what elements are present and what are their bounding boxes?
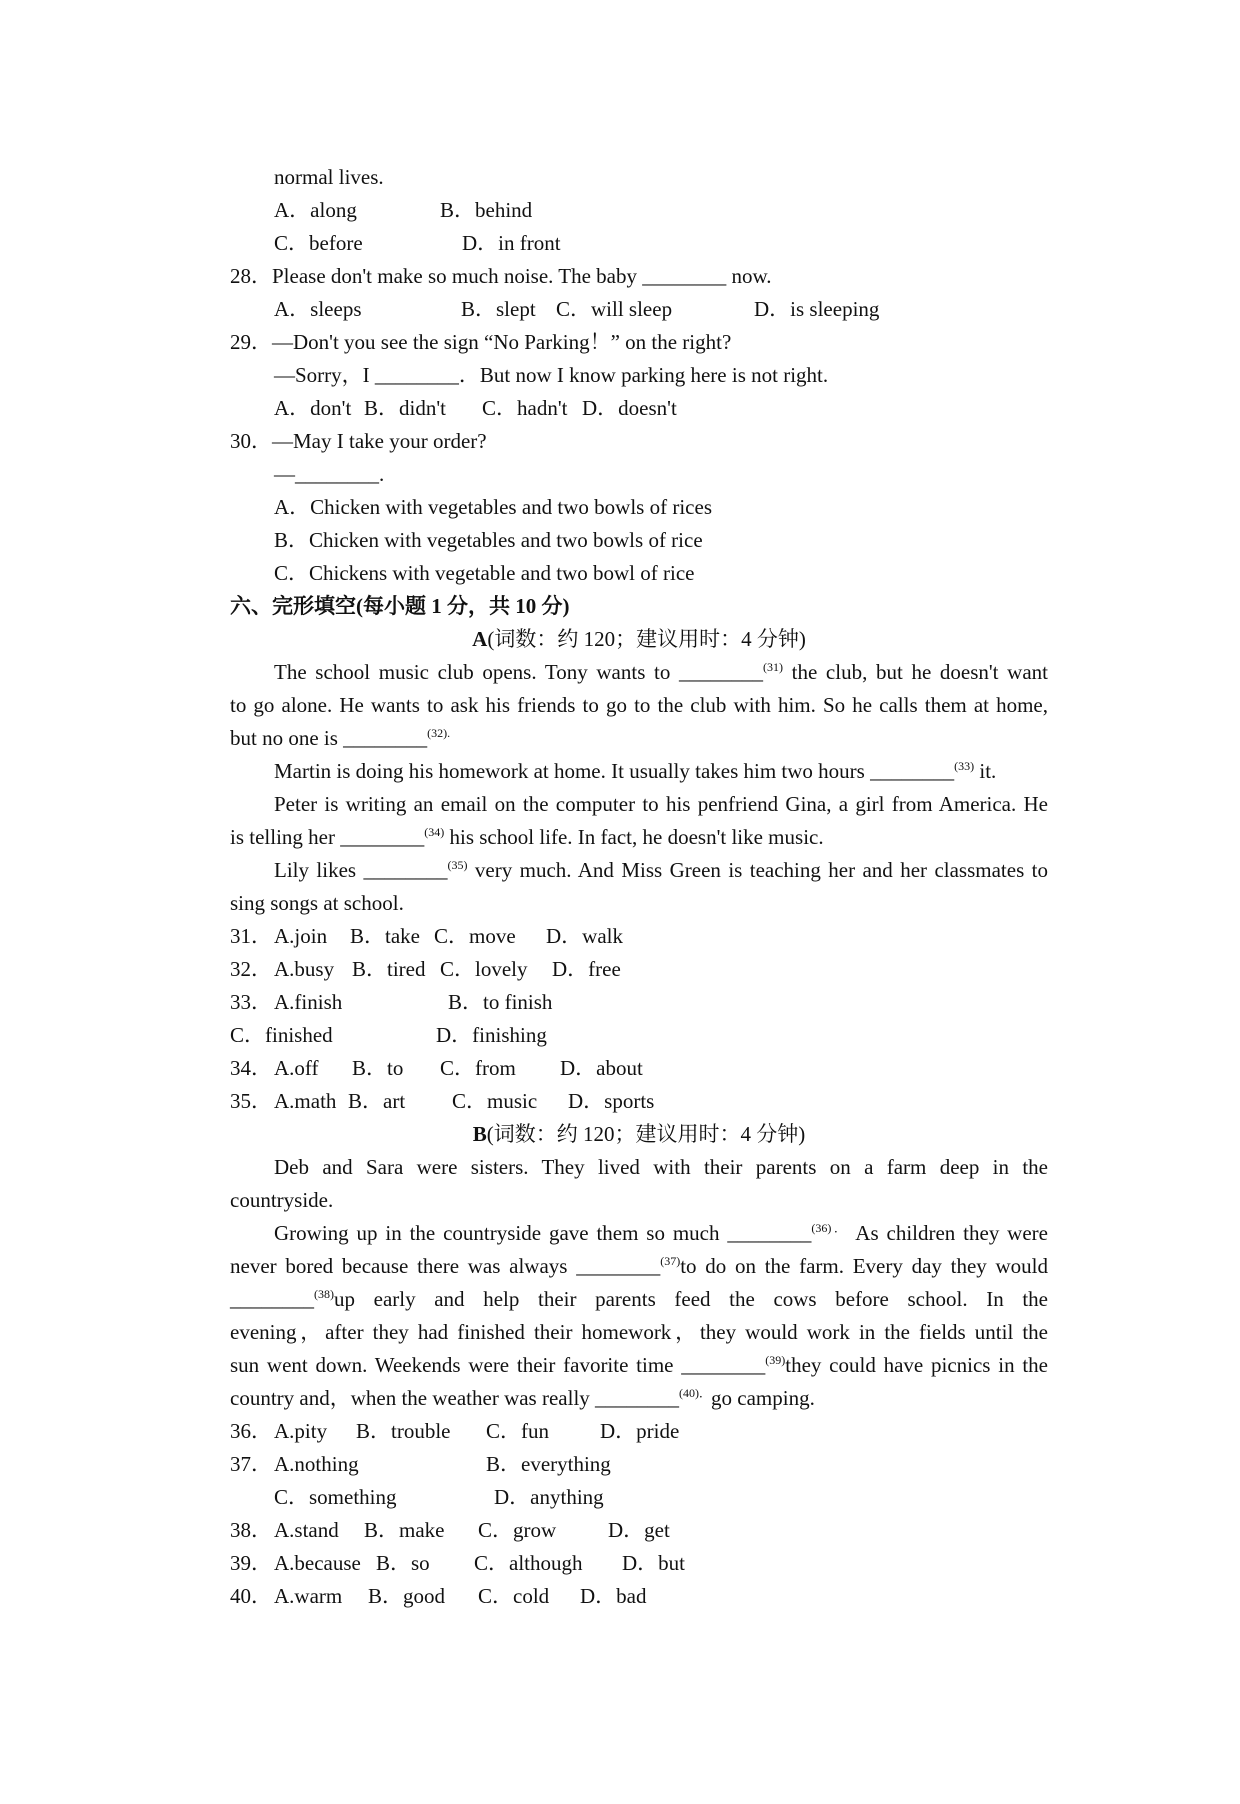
question-number: 35． [230,1089,272,1113]
part-b-p2-line6 [230,1382,815,1414]
option-a: A.nothing [274,1452,359,1476]
q27-option-c: C．before [274,231,363,255]
question-number: 36． [230,1419,272,1443]
question-number: 38． [230,1518,272,1542]
option-a: A.finish [274,990,343,1014]
text-run: Martin is doing his homework at home. It usually takes him two hours ________ [274,759,955,783]
q30-reply: —________. [274,462,385,486]
question-38 [230,1514,670,1546]
text-run: very much. And Miss Green is teaching her and her classmates to [467,858,1048,882]
text-run: As children they were [848,1221,1048,1245]
part-a-p4-line1 [274,854,1048,886]
q29-option-d: D．doesn't [582,396,677,420]
option-a: A.pity [274,1419,328,1443]
text-run: The school music club opens. Tony wants to ________ [274,660,763,684]
q28-stem: 28．Please don't make so much noise. The baby ________ now. [230,264,772,288]
option-b: B．make [364,1518,445,1542]
option-d: D．pride [600,1419,680,1443]
q28-option-d: D．is sleeping [754,297,880,321]
part-b-p1-line1: Deb and Sara were sisters. They lived with their parents on a farm deep in the [274,1155,1048,1179]
option-c: C．fun [486,1419,549,1443]
option-a: A.join [274,924,328,948]
q29-options [274,392,677,424]
text-run: up early and help their parents feed the cows before school. In the [334,1287,1048,1311]
option-d: D．about [560,1056,643,1080]
option-a: A.off [274,1056,319,1080]
option-c: C．something [274,1485,397,1509]
blank-number: (35) [447,858,468,872]
option-c: C．cold [478,1584,550,1608]
part-b-heading [230,1118,1048,1150]
text-run: his school life. In fact, he doesn't like music. [444,825,824,849]
part-b-p2-line3 [230,1283,1048,1315]
text-run: they could have picnics in the [785,1353,1048,1377]
option-b: B．to [352,1056,404,1080]
q29-option-c: C．hadn't [482,396,568,420]
question-33-row2 [230,1019,547,1051]
text-run: country and，when the weather was really ________ [230,1386,680,1410]
blank-number: (33) [954,759,975,773]
part-b-info: (词数：约 120；建议用时：4 分钟) [486,1122,806,1146]
q30-option-a: A．Chicken with vegetables and two bowls of rices [274,495,712,519]
text-run: the club, but he doesn't want [782,660,1048,684]
part-b-p2-line1 [274,1217,1048,1249]
part-a-p4-line2: sing songs at school. [230,891,404,915]
option-d: D．walk [546,924,623,948]
part-a-p1-line2: to go alone. He wants to ask his friends to go to the club with him. So he calls them at home, [230,693,1048,717]
blank-number: (40)． [679,1386,712,1400]
text-run: ________ [230,1287,314,1311]
blank-number: (38) [314,1287,334,1301]
part-b-p1-line2: countryside. [230,1188,334,1212]
section-heading: 六、完形填空(每小题 1 分，共 10 分) [230,594,570,618]
q29-option-a: A．don't [274,396,352,420]
option-b: B．good [368,1584,446,1608]
part-a-heading [230,623,1048,655]
part-a-p1-line1 [274,656,1048,688]
blank-number: (39) [765,1353,786,1367]
part-a-p3-line1: Peter is writing an email on the computer to his penfriend Gina, a girl from America. He [274,792,1048,816]
q30-option-b: B．Chicken with vegetables and two bowls of rice [274,528,703,552]
option-d: D．free [552,957,621,981]
option-b: B．so [376,1551,430,1575]
question-37-row2 [274,1481,604,1513]
q28-option-c: C．will sleep [556,297,673,321]
text-run: to do on the farm. Every day they would [680,1254,1048,1278]
text-run: it. [974,759,997,783]
part-b-label: B [472,1122,487,1146]
question-number: 32． [230,957,272,981]
question-32 [230,953,621,985]
text-run: is telling her ________ [230,825,425,849]
question-34 [230,1052,643,1084]
blank-number: (34) [424,825,445,839]
q27-options-row1 [274,194,533,226]
text-run: sun went down. Weekends were their favorite time ________ [230,1353,766,1377]
q30-stem: 30．—May I take your order? [230,429,487,453]
q29-stem: 29．—Don't you see the sign “No Parking！” on the right? [230,330,732,354]
q27-option-a: A．along [274,198,357,222]
part-a-p1-line3 [230,722,450,754]
option-a: A.because [274,1551,361,1575]
q29-reply: —Sorry，I ________．But now I know parking here is not right. [274,363,829,387]
text-run: never bored because there was always ________ [230,1254,661,1278]
q27-stem-continuation: normal lives. [274,165,384,189]
q28-option-b: B．slept [461,297,536,321]
question-40 [230,1580,647,1612]
question-number: 40． [230,1584,272,1608]
part-a-info: (词数：约 120；建议用时：4 分钟) [487,627,806,651]
question-number: 37． [230,1452,272,1476]
q27-options-row2 [274,227,561,259]
question-37-row1 [230,1448,611,1480]
option-b: B．tired [352,957,426,981]
part-b-p2-line5 [230,1349,1048,1381]
blank-number: (32). [427,726,451,740]
option-c: C．finished [230,1023,333,1047]
question-number: 34． [230,1056,272,1080]
option-c: C．move [434,924,516,948]
question-number: 33． [230,990,272,1014]
blank-number: (37) [660,1254,681,1268]
q29-option-b: B．didn't [364,396,446,420]
q27-option-b: B．behind [440,198,533,222]
option-c: C．music [452,1089,538,1113]
blank-number: (36)． [811,1221,849,1235]
question-31 [230,920,623,952]
question-35 [230,1085,655,1117]
option-d: D．anything [494,1485,604,1509]
question-36 [230,1415,680,1447]
text-run: but no one is ________ [230,726,428,750]
part-a-p3-line2 [230,821,824,853]
q28-option-a: A．sleeps [274,297,362,321]
option-c: C．lovely [440,957,528,981]
option-d: D．get [608,1518,670,1542]
question-number: 39． [230,1551,272,1575]
question-39 [230,1547,685,1579]
option-d: D．finishing [436,1023,547,1047]
option-a: A.busy [274,957,335,981]
option-b: B．trouble [356,1419,451,1443]
q28-options [274,293,880,325]
option-d: D．sports [568,1089,655,1113]
option-b: B．to finish [448,990,553,1014]
option-a: A.warm [274,1584,343,1608]
option-c: C．grow [478,1518,557,1542]
option-b: B．take [350,924,420,948]
option-c: C．although [474,1551,583,1575]
text-run: Growing up in the countryside gave them so much ________ [274,1221,812,1245]
option-d: D．bad [580,1584,647,1608]
option-a: A.math [274,1089,337,1113]
question-33-row1 [230,986,553,1018]
option-a: A.stand [274,1518,339,1542]
q27-option-d: D．in front [462,231,561,255]
text-run: go camping. [711,1386,815,1410]
q30-option-c: C．Chickens with vegetable and two bowl of rice [274,561,695,585]
part-a-label: A [472,627,488,651]
option-b: B．art [348,1089,406,1113]
blank-number: (31) [762,660,783,674]
part-b-p2-line4: evening，after they had finished their homework，they would work in the fields until the [230,1320,1048,1344]
option-b: B．everything [486,1452,611,1476]
part-b-p2-line2 [230,1250,1048,1282]
option-c: C．from [440,1056,516,1080]
part-a-p2 [274,755,996,787]
question-number: 31． [230,924,272,948]
text-run: Lily likes ________ [274,858,448,882]
option-d: D．but [622,1551,685,1575]
